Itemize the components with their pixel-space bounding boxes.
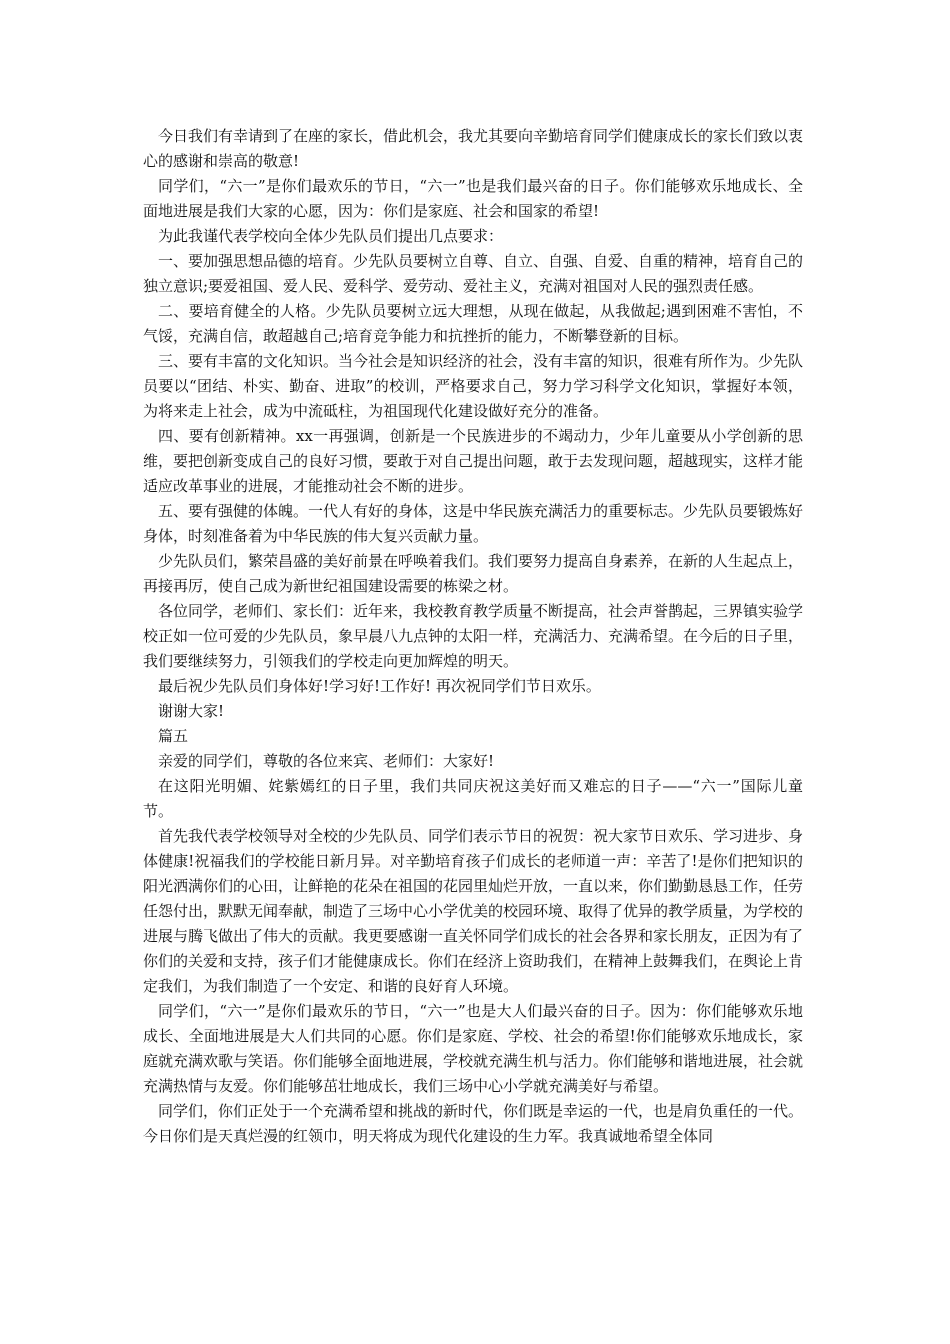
paragraph: 各位同学，老师们、家长们：近年来，我校教育教学质量不断提高，社会声誉鹊起，三界镇实验学校正如一位可爱的少先队员，象早晨八九点钟的太阳一样，充满活力、充满希望。在今后的日子里，我们要继续努力，引领我们的学校走向更加辉煌的明天。: [143, 602, 804, 670]
document-body: [143, 124, 803, 1149]
paragraph: 在这阳光明媚、姹紫嫣红的日子里，我们共同庆祝这美好而又难忘的日子——“六一”国际儿童节。: [143, 777, 803, 820]
paragraph: 同学们，“六一”是你们最欢乐的节日，“六一”也是我们最兴奋的日子。你们能够欢乐地成长、全面地进展是我们大家的心愿，因为：你们是家庭、社会和国家的希望!: [143, 177, 803, 220]
paragraph: 二、要培育健全的人格。少先队员要树立远大理想，从现在做起，从我做起;遇到困难不害怕，不气馁，充满自信，敢超越自己;培育竞争能力和抗挫折的能力，不断攀登新的目标。: [143, 302, 803, 345]
paragraph: 四、要有创新精神。xx一再强调，创新是一个民族进步的不竭动力，少年儿童要从小学创新的思维，要把创新变成自己的良好习惯，要敢于对自己提出问题，敢于去发现问题，超越现实，这样才能适应改革事业的进展，才能推动社会不断的进步。: [143, 427, 804, 495]
paragraph: 谢谢大家!: [158, 702, 225, 720]
paragraph: 一、要加强思想品德的培育。少先队员要树立自尊、自立、自强、自爱、自重的精神，培育自己的独立意识;要爱祖国、爱人民、爱科学、爱劳动、爱社主义，充满对祖国对人民的强烈责任感。: [143, 252, 804, 295]
paragraph: 同学们，“六一”是你们最欢乐的节日，“六一”也是大人们最兴奋的日子。因为：你们能够欢乐地成长、全面地进展是大人们共同的心愿。你们是家庭、学校、社会的希望!你们能够欢乐地成长，家庭就充满欢歌与笑语。你们能够全面地进展，学校就充满生机与活力。你们能够和谐地进展，社会就充满热情与友爱。你们能够茁壮地成长，我们三场中心小学就充满美好与希望。: [143, 1002, 804, 1095]
paragraph: 首先我代表学校领导对全校的少先队员、同学们表示节日的祝贺：祝大家节日欢乐、学习进步、身体健康!祝福我们的学校能日新月异。对辛勤培育孩子们成长的老师道一声：辛苦了!是你们把知识的阳光洒满你们的心田，让鲜艳的花朵在祖国的花园里灿烂开放，一直以来，你们勤勤恳恳工作，任劳任怨付出，默默无闻奉献，制造了三场中心小学优美的校园环境、取得了优异的教学质量，为学校的进展与腾飞做出了伟大的贡献。我更要感谢一直关怀同学们成长的社会各界和家长朋友，正因为有了你们的关爱和支持，孩子们才能健康成长。你们在经济上资助我们，在精神上鼓舞我们，在舆论上肯定我们，为我们制造了一个安定、和谐的良好育人环境。: [143, 827, 804, 995]
section-heading: 篇五: [158, 727, 189, 745]
paragraph: 今日我们有幸请到了在座的家长，借此机会，我尤其要向辛勤培育同学们健康成长的家长们致以衷心的感谢和崇高的敬意!: [143, 127, 804, 170]
paragraph: 为此我谨代表学校向全体少先队员们提出几点要求：: [158, 227, 504, 245]
paragraph: 同学们，你们正处于一个充满希望和挑战的新时代，你们既是幸运的一代，也是肩负重任的一代。今日你们是天真烂漫的红领巾，明天将成为现代化建设的生力军。我真诚地希望全体同: [143, 1102, 804, 1145]
paragraph: 三、要有丰富的文化知识。当今社会是知识经济的社会，没有丰富的知识，很难有所作为。少先队员要以“团结、朴实、勤奋、进取”的校训，严格要求自己，努力学习科学文化知识，掌握好本领，为将来走上社会，成为中流砥柱，为祖国现代化建设做好充分的准备。: [143, 352, 804, 420]
greeting: 亲爱的同学们，尊敬的各位来宾、老师们：大家好!: [158, 752, 495, 770]
paragraph: 最后祝少先队员们身体好!学习好!工作好! 再次祝同学们节日欢乐。: [158, 677, 601, 695]
paragraph: 五、要有强健的体魄。一代人有好的身体，这是中华民族充满活力的重要标志。少先队员要锻炼好身体，时刻准备着为中华民族的伟大复兴贡献力量。: [143, 502, 804, 545]
paragraph: 少先队员们，繁荣昌盛的美好前景在呼唤着我们。我们要努力提高自身素养，在新的人生起点上，再接再厉，使自己成为新世纪祖国建设需要的栋梁之材。: [143, 552, 804, 595]
